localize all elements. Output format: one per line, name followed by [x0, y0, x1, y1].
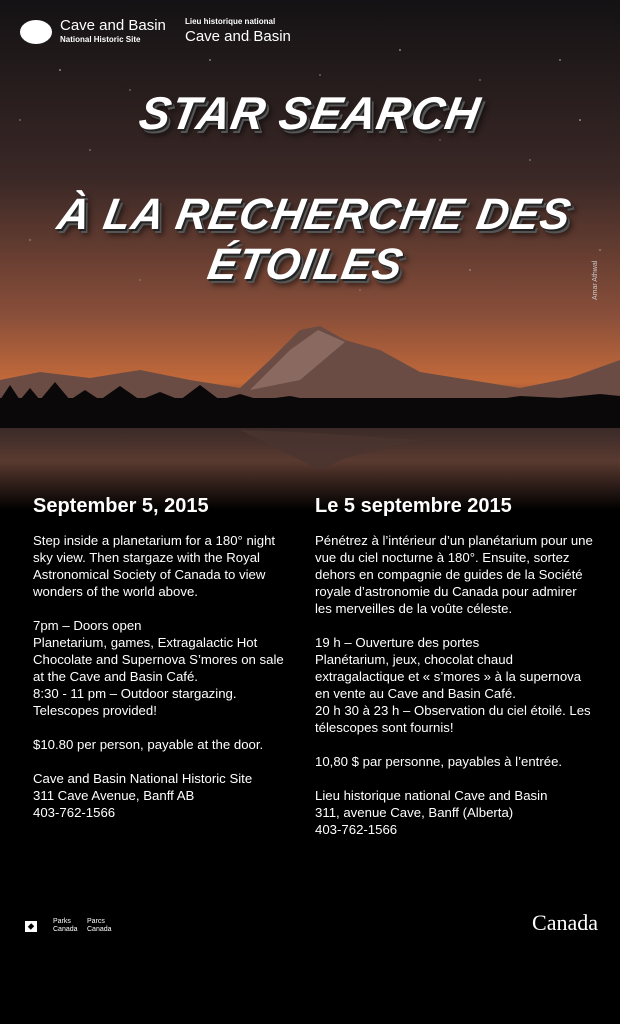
- event-date-en: September 5, 2015: [33, 495, 209, 517]
- schedule-fr: 19 h – Ouverture des portes Planétarium, jeux, chocolat chaud extragalactique et « s’mores » à la supernova en vente au Cave and Basin Café. 20 h 30 à 23 h – Observation du ciel étoilé. Les télescopes sont fournis!: [315, 635, 591, 735]
- canada-flag-icon: [20, 921, 42, 932]
- english-column: [33, 494, 293, 838]
- site-header: [20, 18, 600, 50]
- site-type-en: National Historic Site: [60, 35, 141, 44]
- title-english: STAR SEARCH: [135, 87, 485, 139]
- french-site-name: [185, 18, 291, 44]
- event-date-fr: Le 5 septembre 2015: [315, 495, 512, 517]
- schedule-en: 7pm – Doors open Planetarium, games, Extragalactic Hot Chocolate and Supernova S’mores on sale at the Cave and Basin Café. 8:30 - 11 pm – Outdoor stargazing. Telescopes provided!: [33, 618, 284, 718]
- site-name-en: Cave and Basin: [60, 17, 166, 34]
- intro-fr: Pénétrez à l’intérieur d’un planétarium pour une vue du ciel nocturne à 180°. Ensuite, sortez dehors en compagnie de guides de la Société royale d’astronomie du Canada pour admirer les merveilles de la voûte céleste.: [315, 533, 593, 616]
- french-column: [315, 494, 595, 855]
- address-en: Cave and Basin National Historic Site 311 Cave Avenue, Banff AB 403-762-1566: [33, 771, 253, 820]
- title-french: À LA RECHERCHE DES ÉTOILES: [53, 190, 576, 289]
- intro-en: Step inside a planetarium for a 180° night sky view. Then stargaze with the Royal Astronomical Society of Canada to view wonders of the world above.: [33, 533, 276, 599]
- canada-wordmark: Canada: [532, 910, 598, 935]
- price-en: $10.80 per person, payable at the door.: [33, 737, 264, 752]
- site-type-fr: Lieu historique national: [185, 17, 276, 26]
- photo-credit: Amar Athwal: [592, 260, 599, 300]
- parks-canada-fr: Parcs Canada: [87, 918, 112, 933]
- site-name-fr: Cave and Basin: [185, 28, 291, 45]
- price-fr: 10,80 $ par personne, payables à l’entrée.: [315, 754, 563, 769]
- english-site-name: [60, 18, 166, 44]
- parks-canada-en: Parks Canada: [53, 918, 78, 933]
- cave-and-basin-logo: [20, 20, 52, 44]
- address-fr: Lieu historique national Cave and Basin 311, avenue Cave, Banff (Alberta) 403-762-1566: [315, 788, 548, 837]
